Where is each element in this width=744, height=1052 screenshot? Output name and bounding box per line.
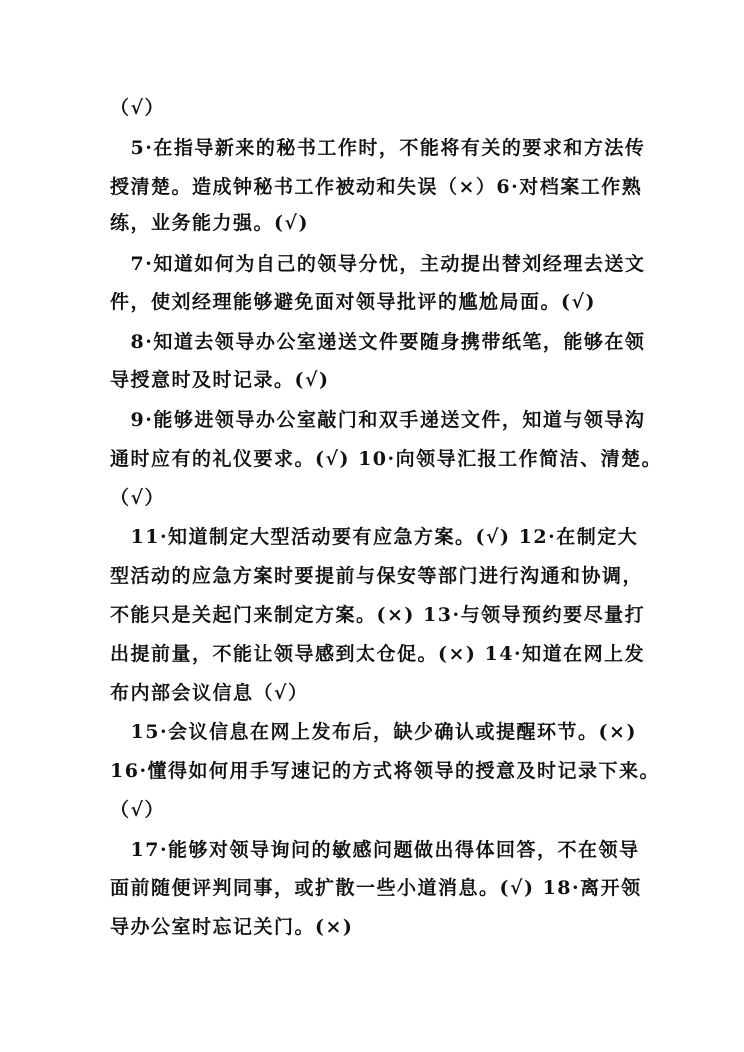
text-line: 7·知道如何为自己的领导分忧，主动提出替刘经理去送文 (110, 253, 646, 275)
text-line: （√） (110, 799, 165, 821)
text-line: 练，业务能力强。(√) (110, 212, 309, 234)
text-line: 不能只是关起门来制定方案。(×) 13·与领导预约要尽量打 (110, 604, 646, 626)
text-line: 17·能够对领导询问的敏感问题做出得体回答，不在领导 (110, 839, 640, 861)
text-line: 16·懂得如何用手写速记的方式将领导的授意及时记录下来。 (110, 760, 661, 782)
text-line: 5·在指导新来的秘书工作时，不能将有关的要求和方法传 (110, 137, 646, 159)
text-line: （√） (110, 97, 165, 119)
text-line: 15·会议信息在网上发布后，缺少确认或提醒环节。(×) (110, 721, 637, 743)
text-line: （√） (110, 487, 165, 509)
text-line: 8·知道去领导办公室递送文件要随身携带纸笔，能够在领 (110, 331, 646, 353)
text-line: 出提前量，不能让领导感到太仓促。(×) 14·知道在网上发 (110, 643, 646, 665)
text-line: 11·知道制定大型活动要有应急方案。(√) 12·在制定大 (110, 526, 639, 548)
text-line: 面前随便评判同事，或扩散一些小道消息。(√) 18·离开领 (110, 877, 642, 899)
text-line: 件，使刘经理能够避免面对领导批评的尴尬局面。(√) (110, 291, 596, 313)
text-line: 通时应有的礼仪要求。(√) 10·向领导汇报工作简洁、清楚。 (110, 448, 663, 470)
text-line: 布内部会议信息（√） (110, 682, 309, 704)
text-line: 型活动的应急方案时要提前与保安等部门进行沟通和协调， (110, 565, 644, 587)
text-line: 9·能够进领导办公室敲门和双手递送文件，知道与领导沟 (110, 409, 646, 431)
text-line: 授清楚。造成钟秘书工作被动和失误（×）6·对档案工作熟 (110, 176, 643, 198)
text-line: 导授意时及时记录。(√) (110, 369, 330, 391)
text-line: 导办公室时忘记关门。(×) (110, 916, 354, 938)
